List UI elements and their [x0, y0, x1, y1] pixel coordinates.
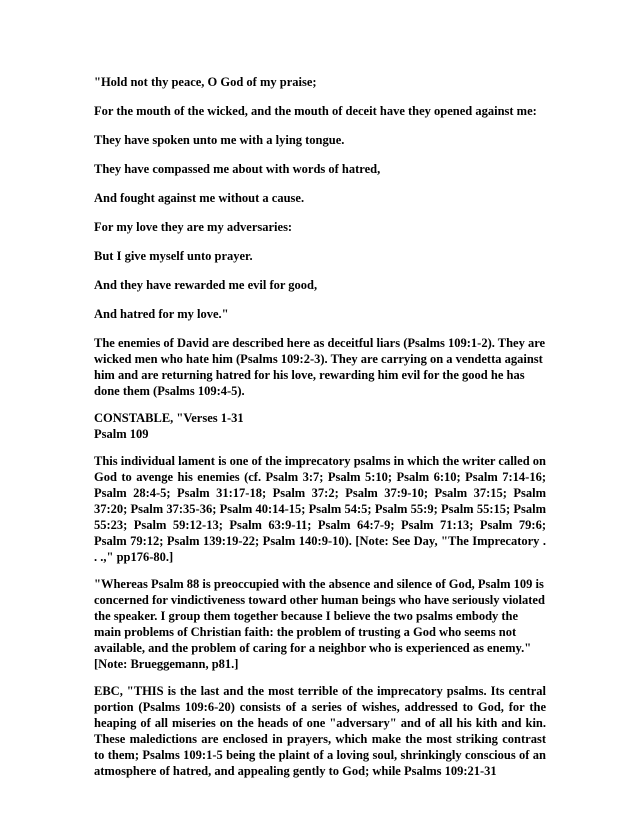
constable-heading: CONSTABLE, "Verses 1-31	[94, 411, 244, 425]
verse-line: For my love they are my adversaries:	[94, 220, 293, 234]
ebc-paragraph: EBC, "THIS is the last and the most terrible of the imprecatory psalms. Its central portion (Psalms 109:6-20) consists of a series of wishes, addressed to God, for the heaping of all miseries on the heads of one "adversary" and of all his kith and kin. These maledictions are enclosed in prayers, which make the most striking contrast to them; Psalms 109:1-5 being the plaint of a loving soul, shrinkingly conscious of an atmosphere of hatred, and appealing gently to God; while Psalms 109:21-31	[94, 684, 546, 778]
document-body	[94, 74, 546, 779]
verse-line: And fought against me without a cause.	[94, 191, 305, 205]
brueggemann-quote-paragraph: "Whereas Psalm 88 is preoccupied with the absence and silence of God, Psalm 109 is concerned for vindictiveness toward other human beings who have seriously violated the speaker. I group them together because I believe the two psalms embody the main problems of Christian faith: the problem of trusting a God who seems not available, and the problem of caring for a neighbor who is experienced as enemy." [Note: Brueggemann, p81.]	[94, 577, 545, 671]
lament-paragraph: This individual lament is one of the imprecatory psalms in which the writer called on God to avenge his enemies (cf. Psalm 3:7; Psalm 5:10; Psalm 6:10; Psalm 7:14-16; Psalm 28:4-5; Psalm 31:17-18; Psalm 37:2; Psalm 37:9-10; Psalm 37:15; Psalm 37:20; Psalm 37:35-36; Psalm 40:14-15; Psalm 54:5; Psalm 55:9; Psalm 55:15; Psalm 55:23; Psalm 59:12-13; Psalm 63:9-11; Psalm 64:7-9; Psalm 71:13; Psalm 79:6; Psalm 79:12; Psalm 139:19-22; Psalm 140:9-10). [Note: See Day, "The Imprecatory . . .," pp176-80.]	[94, 454, 546, 564]
verse-line: But I give myself unto prayer.	[94, 249, 253, 263]
verse-line: They have spoken unto me with a lying tongue.	[94, 133, 345, 147]
commentary-paragraph: The enemies of David are described here as deceitful liars (Psalms 109:1-2). They are wicked men who hate him (Psalms 109:2-3). They are carrying on a vendetta against him and are returning hatred for his love, rewarding him evil for the good he has done them (Psalms 109:4-5).	[94, 336, 546, 398]
verse-line: They have compassed me about with words of hatred,	[94, 162, 381, 176]
verse-line: For the mouth of the wicked, and the mouth of deceit have they opened against me:	[94, 104, 537, 118]
verse-line: And hatred for my love."	[94, 307, 229, 321]
verse-line: And they have rewarded me evil for good,	[94, 278, 318, 292]
psalm-heading: Psalm 109	[94, 427, 149, 441]
constable-section-header	[94, 410, 546, 442]
verse-line: "Hold not thy peace, O God of my praise;	[94, 75, 317, 89]
